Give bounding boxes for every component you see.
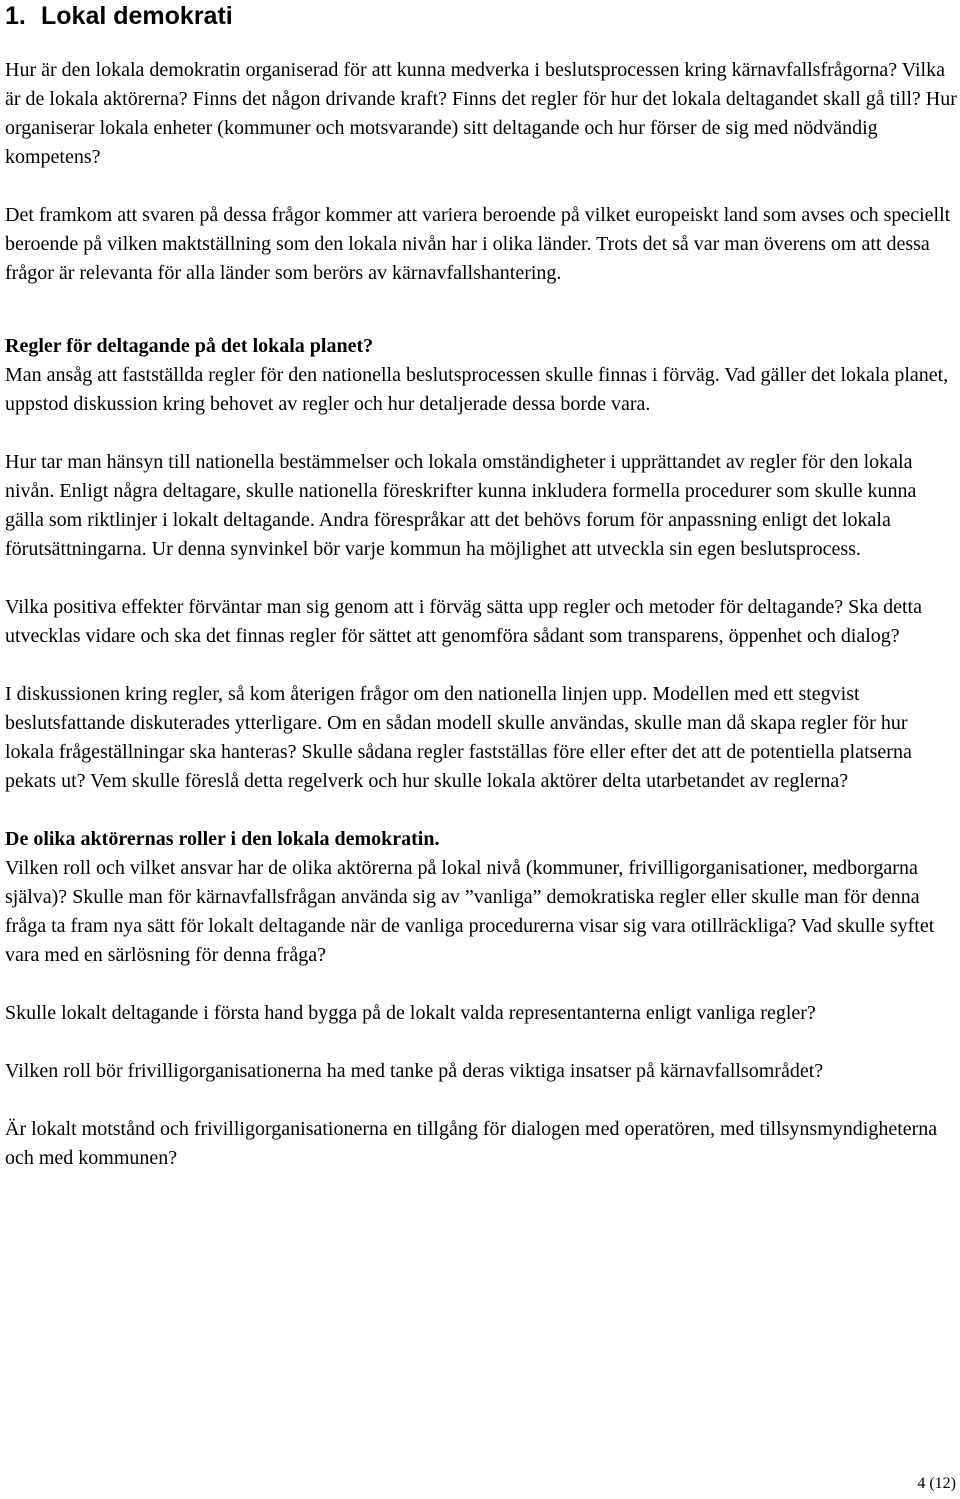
- page-number: 4 (12): [917, 1475, 956, 1492]
- roles-paragraph-1: Vilken roll och vilket ansvar har de olika aktörerna på lokal nivå (kommuner, frivilligorganisationer, medborgarna själva)? Skulle man för kärnavfallsfrågan använda sig av ”vanliga” demokratiska regler eller skulle man för denna fråga ta fram nya sätt för lokalt deltagande när de vanliga procedurerna visar sig vara otillräckliga? Vad skulle syftet vara med en särlösning för denna fråga?: [5, 857, 935, 966]
- section-heading: [5, 0, 957, 42]
- section-title: Lokal demokrati: [41, 2, 233, 30]
- rules-paragraph-4: I diskussionen kring regler, så kom återigen frågor om den nationella linjen upp. Modellen med ett stegvist beslutsfattande diskuterades ytterligare. Om en sådan modell skulle användas, skulle man då skapa regler för hur lokala frågeställningar ska hanteras? Skulle sådana regler fastställas före eller efter det att de potentiella platserna pekats ut? Vem skulle föreslå detta regelverk och hur skulle lokala aktörer delta utarbetandet av reglerna?: [5, 683, 912, 792]
- rules-paragraph-3: Vilka positiva effekter förväntar man sig genom att i förväg sätta upp regler och metoder för deltagande? Ska detta utvecklas vidare och ska det finnas regler för sättet att genomföra sådant som transparens, öppenhet och dialog?: [5, 596, 922, 647]
- intro-paragraph-1: Hur är den lokala demokratin organiserad för att kunna medverka i beslutsprocessen kring kärnavfallsfrågorna? Vilka är de lokala aktörerna? Finns det någon drivande kraft? Finns det regler för hur det lokala deltagandet skall gå till? Hur organiserar lokala enheter (kommuner och motsvarande) sitt deltagande och hur förser de sig med nödvändig kompetens?: [5, 59, 957, 168]
- roles-paragraph-2: Skulle lokalt deltagande i första hand bygga på de lokalt valda representanterna enligt vanliga regler?: [5, 1002, 816, 1024]
- roles-paragraph-3: Vilken roll bör frivilligorganisationerna ha med tanke på deras viktiga insatser på kärnavfallsområdet?: [5, 1060, 824, 1082]
- rules-paragraph-2: Hur tar man hänsyn till nationella bestämmelser och lokala omständigheter i upprättandet av regler för den lokala nivån. Enligt några deltagare, skulle nationella föreskrifter kunna inkludera formella procedurer som skulle kunna gälla som riktlinjer i lokalt deltagande. Andra förespråkar att det behövs forum för anpassning enligt det lokala förutsättningarna. Ur denna synvinkel bör varje kommun ha möjlighet att utveckla sin egen beslutsprocess.: [5, 451, 917, 560]
- intro-paragraph-2: Det framkom att svaren på dessa frågor kommer att variera beroende på vilket europeiskt land som avses och speciellt beroende på vilken maktställning som den lokala nivån har i olika länder. Trots det så var man överens om att dessa frågor är relevanta för alla länder som berörs av kärnavfallshantering.: [5, 204, 951, 284]
- subheading-rules: Regler för deltagande på det lokala planet?: [5, 335, 374, 357]
- rules-paragraph-1: Man ansåg att fastställda regler för den nationella beslutsprocessen skulle finnas i förväg. Vad gäller det lokala planet, uppstod diskussion kring behovet av regler och hur detaljerade dessa borde vara.: [5, 364, 949, 415]
- subheading-roles: De olika aktörernas roller i den lokala demokratin.: [5, 828, 440, 850]
- roles-paragraph-4: Är lokalt motstånd och frivilligorganisationerna en tillgång för dialogen med operatören, med tillsynsmyndigheterna och med kommunen?: [5, 1118, 938, 1169]
- section-number: 1.: [5, 2, 26, 30]
- document-page: [5, 0, 957, 1173]
